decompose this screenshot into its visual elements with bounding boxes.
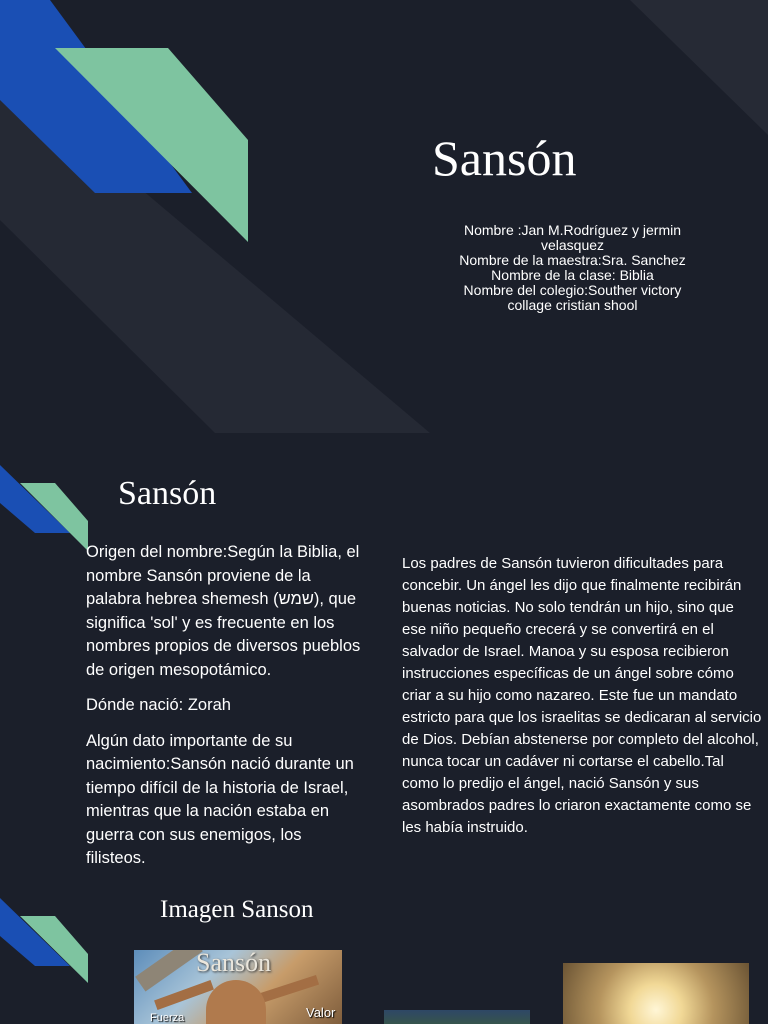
image-right-label: Valor (306, 1005, 336, 1020)
images-title: Imagen Sanson (160, 896, 314, 923)
name-origin-paragraph: Origen del nombre:Según la Biblia, el nombre Sansón proviene de la palabra hebrea shemesh (שמש), que significa 'sol' y es frecuente en los nombres propios de diversos pueblos de origen mesopotámico. (86, 543, 361, 679)
presentation-title: Sansón (432, 130, 577, 186)
section-title: Sansón (118, 475, 217, 512)
birth-fact-paragraph: Algún dato importante de su nacimiento:Sansón nació durante un tiempo difícil de la historia de Israel, mientras que la nación estaba en guerra con sus enemigos, los filisteos. (86, 731, 354, 866)
corner-shape (630, 0, 768, 135)
arm-right (259, 975, 319, 1003)
title-slide (0, 0, 768, 433)
decorative-shapes (0, 0, 768, 433)
class-name: Nombre de la clase: Biblia (491, 267, 654, 283)
image-left-label: Fuerza (150, 1012, 185, 1024)
student-names: Nombre :Jan M.Rodríguez y jermin velasquez (463, 222, 682, 253)
parents-paragraph: Los padres de Sansón tuvieron dificultades para concebir. Un ángel les dijo que finalmente recibirán buenas noticias. No solo tendrán un hijo, sino que ese niño pequeño crecerá y se convertirá en el salvador de Israel. Manoa y su esposa recibieron instrucciones específicas de un ángel sobre cómo criar a su hijo como nazareo. Este fue un mandato estricto para que los israelitas se dedicaran al servicio de Dios. Debían abstenerse por completo del alcohol, nunca tocar un cadáver ni cortarse el cabello.Tal como lo predijo el ángel, nació Sansón y sus asombrados padres lo criaron exactamente como se les había instruido. (402, 555, 762, 836)
left-column (86, 541, 361, 866)
samson-image (134, 950, 342, 1024)
content-slide (0, 433, 768, 870)
light-image (563, 963, 749, 1024)
birthplace-paragraph: Dónde nació: Zorah (86, 696, 231, 714)
images-slide (0, 870, 768, 1024)
teacher-name: Nombre de la maestra:Sra. Sanchez (459, 252, 686, 268)
right-column (402, 553, 762, 839)
school-name: Nombre del colegio:Souther victory collage cristian shool (463, 282, 682, 313)
student-info (440, 223, 705, 313)
samson-figure (206, 980, 266, 1024)
landscape-image (384, 1010, 530, 1024)
image-title-text: Sansón (196, 950, 272, 977)
arm-left (154, 980, 214, 1010)
